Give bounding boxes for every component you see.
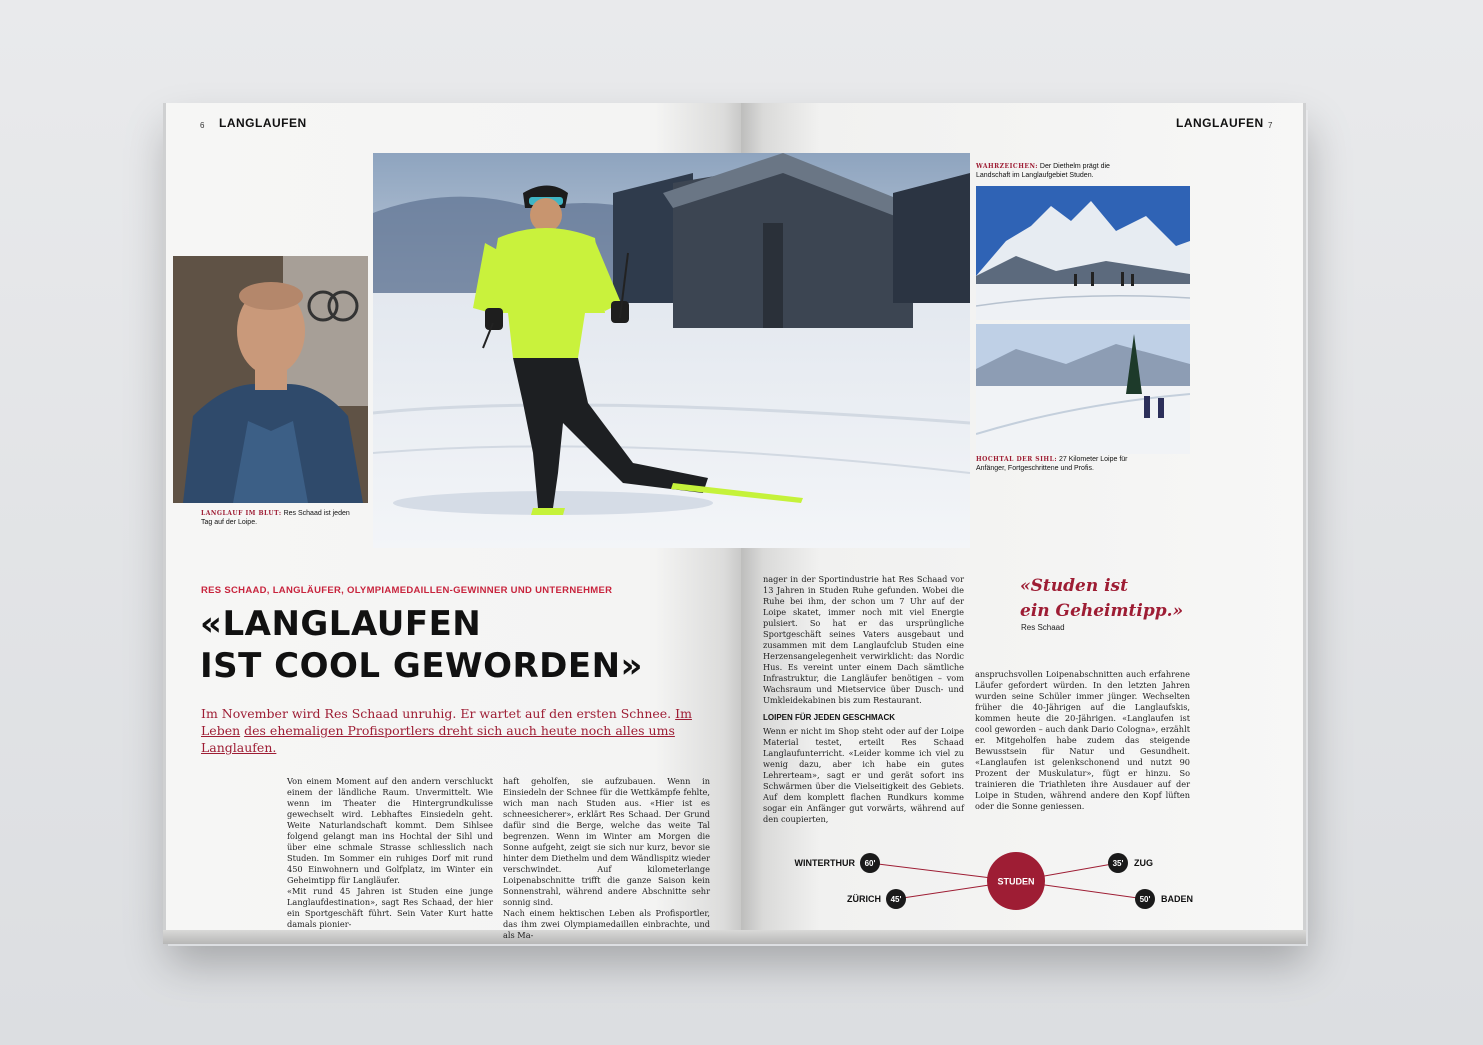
portrait-caption-label: LANGLAUF IM BLUT: <box>201 510 282 517</box>
map-time-zug: 35' <box>1112 859 1124 868</box>
article-kicker: RES SCHAAD, LANGLÄUFER, OLYMPIAMEDAILLEN-GEWINNER UND UNTERNEHMER <box>201 585 613 596</box>
body-column-1-para-2: «Mit rund 45 Jahren ist Studen eine junge Langlaufdestination», sagt Res Schaad, der hier ein Sportgeschäft führt. Sein Vater Kurt hatte damals pionier- <box>287 886 493 929</box>
lead-text: Im November wird Res Schaad unruhig. Er wartet auf den ersten Schnee. <box>201 706 672 721</box>
caption-top-label: WAHRZEICHEN: <box>976 163 1038 170</box>
caption-bottom <box>976 455 1146 473</box>
map-time-baden: 50' <box>1139 895 1151 904</box>
pull-quote-line-2: ein Geheimtipp.» <box>1020 601 1184 621</box>
headline-line-2: IST COOL GEWORDEN» <box>200 646 644 686</box>
body-column-2-para-1: haft geholfen, sie aufzubauen. Wenn in Einsiedeln der Schnee für die Wettkämpfe fehlte, wich man nach Studen aus. «Hier ist es schneesicherer», erklärt Res Schaad. Der Grund dafür sind die Berge, welche das weite Tal begrenzen. Wenn im Winter am Morgen die Sonne aufgeht, zeigt sie sich nur kurz, bevor sie hinter dem Diethelm und dem Wändlispitz wieder verschwindet. Auf kilometerlange Loipenabschnitte trifft die ganze Saison kein Sonnenstrahl, während andere Abschnitte sehr sonnig sind. <box>503 776 710 907</box>
page-number-left: 6 <box>200 121 205 130</box>
article-headline <box>200 603 643 687</box>
caption-top <box>976 162 1146 180</box>
headline-line-1: «LANGLAUFEN <box>200 604 482 644</box>
travel-time-map <box>780 845 1200 925</box>
portrait-photo <box>173 256 368 503</box>
map-label-zurich: ZÜRICH <box>847 894 881 904</box>
section-title-left: LANGLAUFEN <box>219 116 307 130</box>
pull-quote <box>1020 574 1183 624</box>
trail-photo <box>976 324 1190 454</box>
map-time-winterthur: 60' <box>864 859 876 868</box>
mountain-photo <box>976 186 1190 320</box>
caption-top-text: Der Diethelm prägt die Landschaft im Langlaufgebiet Studen. <box>976 163 1110 179</box>
section-title-right: LANGLAUFEN <box>1176 116 1264 130</box>
pull-quote-author: Res Schaad <box>1021 623 1065 632</box>
body-column-2-para-2: Nach einem hektischen Leben als Profisportler, das ihm zwei Olympiamedaillen einbrachte, und als Ma- <box>503 908 710 940</box>
body-column-1 <box>287 776 493 930</box>
map-center-label: STUDEN <box>997 876 1035 887</box>
page-number-right: 7 <box>1268 121 1273 130</box>
portrait-caption-text: Res Schaad ist jeden Tag auf der Loipe. <box>201 510 350 526</box>
skier-photo <box>373 153 970 548</box>
body-column-3-para-2: Wenn er nicht im Shop steht oder auf der Loipe Material testet, erteilt Res Schaad Langlaufunterricht. «Leider komme ich viel zu wenig dazu, aber ich habe ein gutes Lehrerteam», sagt er und gerät sofort ins Schwärmen über die Vielseitigkeit des Gebiets. Auf dem komplett flachen Rundkurs komme sogar ein Anfänger gut vorwärts, während auf den coupierten, <box>763 726 964 824</box>
body-column-3-para-1: nager in der Sportindustrie hat Res Schaad vor 13 Jahren in Studen Ruhe gefunden. Wobei die Ruhe bei ihm, der schon um 7 Uhr auf der Loipe skatet, immer noch mit viel Energie pulsiert. So hat er das ursprüngliche Sportgeschäft seines Vaters ausgebaut und zusammen mit dem Langlaufclub Studen eine Herzensangelegenheit verwirklicht: das Nordic Hus. Es vereint unter einem Dach sämtliche Infrastruktur, die Langläufer benötigen – vom Wachsraum und Mietservice über Dusch- und Umkleidekabinen bis zum Restaurant. <box>763 574 964 705</box>
body-column-2 <box>503 776 710 941</box>
body-column-1-para-1: Von einem Moment auf den andern verschluckt einem der ländliche Raum. Unvermittelt. Wie wenn im Theater die Hintergrundkulisse gewechselt wird. Lebhaftes Einsiedeln geht. Weite Naturlandschaft kommt. Dem Sihlsee folgend gelangt man ins Hochtal der Sihl und über eine schmale Strasse schliesslich nach Studen. Im Sommer ein ruhiges Dorf mit rund 450 Einwohnern und Golfplatz, im Winter ein Geheimtipp für Langläufer. <box>287 776 493 885</box>
lead-underlined-2: des ehemaligen Profisportlers dreht sich auch heute noch alles ums Langlaufen. <box>201 723 675 755</box>
body-column-4 <box>975 669 1190 812</box>
page-bottom-edge <box>163 930 1306 944</box>
map-time-zurich: 45' <box>890 895 902 904</box>
map-label-baden: BADEN <box>1161 894 1194 904</box>
body-column-3 <box>763 574 964 825</box>
pull-quote-line-1: «Studen ist <box>1020 576 1128 596</box>
subhead-loipen: LOIPEN FÜR JEDEN GESCHMACK <box>763 713 896 722</box>
map-label-zug: ZUG <box>1134 858 1153 868</box>
lead-underlined-1: Im Leben <box>201 706 692 738</box>
map-label-winterthur: WINTERTHUR <box>794 858 855 868</box>
article-lead <box>201 705 711 756</box>
body-column-4-para-1: anspruchsvollen Loipenabschnitten auch erfahrene Läufer gefordert würden. In den letzten Jahren wurden seine Schüler immer jünger. Wechselten früher die 40-Jährigen auf die Langlaufskis, kommen heute die 20-Jährigen. «Langlaufen ist cool geworden – auch dank Dario Cologna», erzählt er. Mitgeholfen habe zudem das steigende Bewusstsein für Natur und Gesundheit. «Langlaufen ist gelenkschonend und nutzt 90 Prozent der Muskulatur», fügt er hinzu. So trainieren die Triathleten ihre Ausdauer auf der Loipe in Studen, während andere den Kopf lüften oder die Sonne geniessen. <box>975 669 1190 811</box>
portrait-caption <box>201 509 361 527</box>
caption-bottom-text: 27 Kilometer Loipe für Anfänger, Fortgeschrittene und Profis. <box>976 456 1128 472</box>
caption-bottom-label: HOCHTAL DER SIHL: <box>976 456 1058 463</box>
